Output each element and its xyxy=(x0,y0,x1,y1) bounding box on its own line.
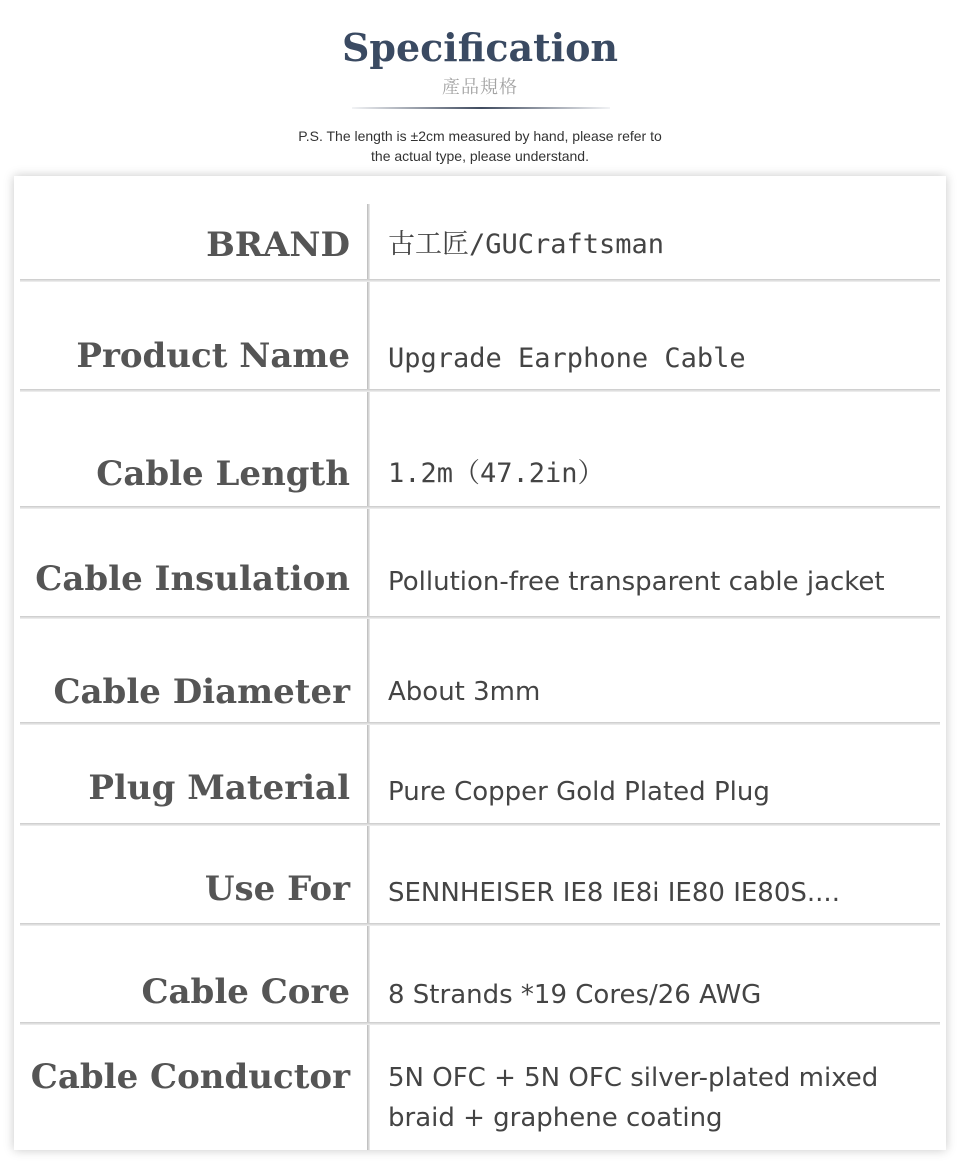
spec-label-use-for: Use For xyxy=(204,869,350,909)
row-divider xyxy=(20,823,940,826)
spec-header xyxy=(0,0,960,176)
spec-value-cable-conductor-line-1: 5N OFC + 5N OFC silver-plated mixed xyxy=(388,1063,879,1093)
row-divider xyxy=(20,279,940,282)
page-subtitle: 產品規格 xyxy=(442,77,518,98)
row-divider xyxy=(20,389,940,392)
spec-label-cable-conductor: Cable Conductor xyxy=(30,1057,350,1097)
spec-label-product-name: Product Name xyxy=(76,336,350,376)
spec-label-cable-insulation: Cable Insulation xyxy=(35,559,350,599)
spec-value-use-for: SENNHEISER IE8 IE8i IE80 IE80S.... xyxy=(388,878,840,908)
row-divider xyxy=(20,722,940,725)
spec-table xyxy=(14,176,946,1150)
spec-value-cable-conductor xyxy=(388,1058,936,1138)
page-title: Specification xyxy=(341,25,619,70)
row-divider xyxy=(20,1022,940,1025)
spec-value-cable-conductor-line-2: braid + graphene coating xyxy=(388,1103,723,1133)
spec-label-cable-core: Cable Core xyxy=(141,972,350,1012)
spec-value-plug-material: Pure Copper Gold Plated Plug xyxy=(388,777,770,807)
spec-value-cable-insulation: Pollution-free transparent cable jacket xyxy=(388,567,885,597)
spec-label-cable-diameter: Cable Diameter xyxy=(53,672,350,712)
spec-value-cable-core: 8 Strands *19 Cores/26 AWG xyxy=(388,980,762,1010)
spec-label-cable-length: Cable Length xyxy=(96,454,350,494)
spec-label-brand: BRAND xyxy=(206,225,350,265)
length-note-line-2: the actual type, please understand. xyxy=(371,148,589,164)
spec-label-plug-material: Plug Material xyxy=(88,768,350,808)
spec-value-product-name: Upgrade Earphone Cable xyxy=(388,343,746,374)
row-divider xyxy=(20,923,940,926)
row-divider xyxy=(20,616,940,619)
spec-value-brand: 古工匠/GUCraftsman xyxy=(388,229,665,260)
row-divider xyxy=(20,506,940,509)
spec-value-cable-diameter: About 3mm xyxy=(388,677,541,707)
length-note xyxy=(0,126,960,166)
column-divider xyxy=(367,204,370,1150)
spec-value-cable-length: 1.2m（47.2in） xyxy=(388,458,605,489)
length-note-line-1: P.S. The length is ±2cm measured by hand, please refer to xyxy=(298,128,662,144)
title-underline xyxy=(352,107,610,109)
